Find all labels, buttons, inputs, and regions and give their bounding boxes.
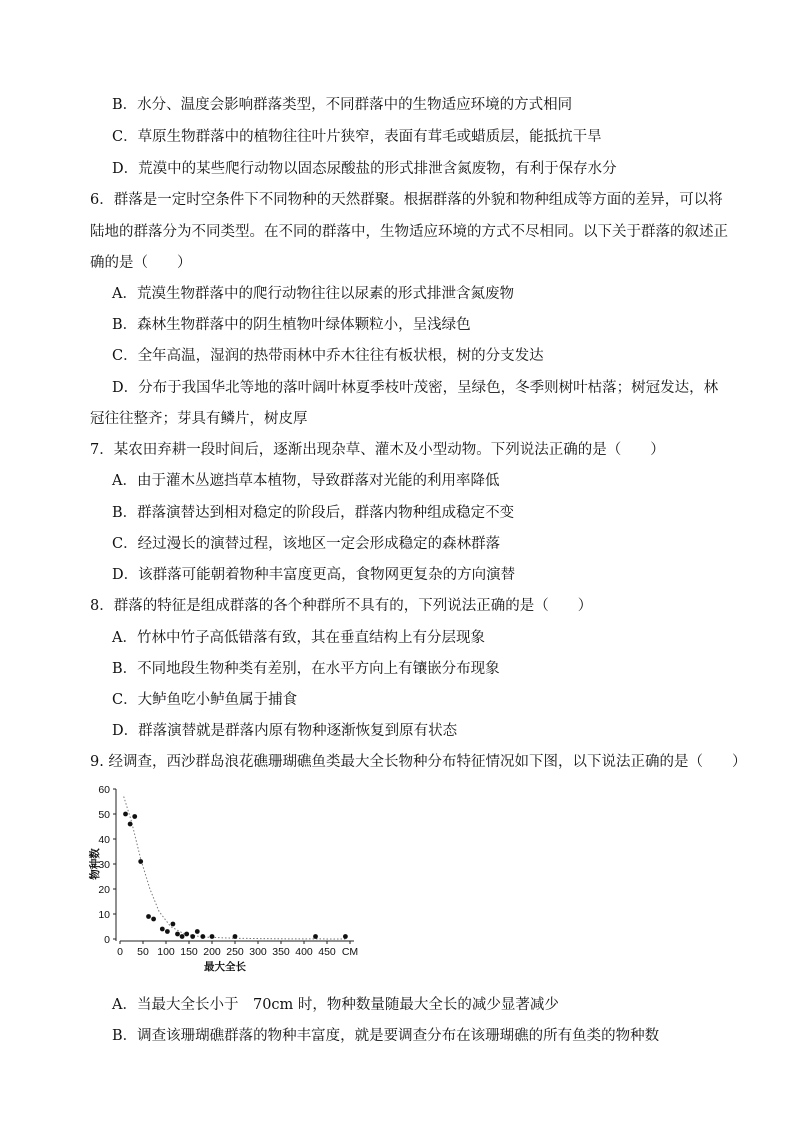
q9-option-b: B．调查该珊瑚礁群落的物种丰富度，就是要调查分布在该珊瑚礁的所有鱼类的物种数: [112, 1028, 660, 1044]
y-axis-title: 物种数: [89, 848, 101, 880]
q6-stem-line-2: 陆地的群落分为不同类型。在不同的群落中，生物适应环境的方式不尽相同。以下关于群落的叙述正: [90, 224, 728, 240]
data-point: [123, 812, 128, 817]
data-point: [233, 934, 238, 939]
q6-option-c: C．全年高温，湿润的热带雨林中乔木往往有板状根，树的分支发达: [112, 348, 544, 364]
y-tick-label: 60: [98, 784, 110, 796]
x-tick-label: 350: [272, 946, 290, 958]
y-tick-label: 10: [98, 909, 110, 921]
x-tick-label: 50: [137, 946, 149, 958]
chart-trend: [124, 797, 346, 940]
q9-stem: 9. 经调查，西沙群岛浪花礁珊瑚礁鱼类最大全长物种分布特征情况如下图，以下说法正确的是（ ）: [90, 754, 747, 770]
data-point: [165, 929, 170, 934]
x-axis-title: 最大全长: [204, 961, 246, 973]
q6-stem-line-1: 6．群落是一定时空条件下不同物种的天然群聚。根据群落的外貌和物种组成等方面的差异，可以将: [90, 192, 723, 208]
x-tick-label: 200: [203, 946, 221, 958]
data-point: [200, 934, 205, 939]
x-tick-label: 300: [249, 946, 267, 958]
q5-option-b: B．水分、温度会影响群落类型，不同群落中的生物适应环境的方式相同: [112, 97, 573, 113]
data-point: [313, 934, 318, 939]
q8-option-c: C．大鲈鱼吃小鲈鱼属于捕食: [112, 692, 298, 708]
x-tick-label: CM: [341, 946, 359, 958]
q7-option-c: C．经过漫长的演替过程，该地区一定会形成稳定的森林群落: [112, 536, 501, 552]
x-tick-label: 250: [226, 946, 244, 958]
data-point: [128, 822, 133, 827]
chart-points: [123, 812, 348, 939]
x-tick-label: 150: [180, 946, 198, 958]
q6-option-b: B．森林生物群落中的阴生植物叶绿体颗粒小，呈浅绿色: [112, 317, 471, 333]
q5-option-c: C．草原生物群落中的植物往往叶片狭窄，表面有茸毛或蜡质层，能抵抗干旱: [112, 129, 602, 145]
q6-option-d-line-1: D．分布于我国华北等地的落叶阔叶林夏季枝叶茂密，呈绿色，冬季则树叶枯落；树冠发达，林: [112, 380, 719, 396]
data-point: [184, 932, 189, 937]
data-point: [175, 932, 180, 937]
data-point: [190, 934, 195, 939]
x-tick-label: 100: [157, 946, 175, 958]
data-point: [180, 934, 185, 939]
x-tick-label: 450: [318, 946, 336, 958]
data-point: [210, 934, 215, 939]
q9-option-a: A．当最大全长小于 70cm 时，物种数量随最大全长的减少显著减少: [112, 997, 559, 1013]
q7-stem: 7．某农田弃耕一段时间后，逐渐出现杂草、灌木及小型动物。下列说法正确的是（ ）: [90, 442, 665, 458]
q6-stem-line-3: 确的是（ ）: [90, 255, 192, 271]
chart-axes: [113, 789, 354, 944]
data-point: [151, 917, 156, 922]
fish-species-chart: [84, 776, 384, 982]
y-tick-label: 0: [104, 934, 110, 946]
q6-option-d-line-2: 冠往往整齐；芽具有鳞片，树皮厚: [90, 411, 308, 427]
y-tick-label: 20: [98, 884, 110, 896]
data-point: [132, 814, 137, 819]
q8-option-a: A．竹林中竹子高低错落有致，其在垂直结构上有分层现象: [112, 630, 485, 646]
q8-option-d: D．群落演替就是群落内原有物种逐渐恢复到原有状态: [112, 723, 458, 739]
q8-stem: 8．群落的特征是组成群落的各个种群所不具有的，下列说法正确的是（ ）: [90, 598, 593, 614]
data-point: [160, 927, 165, 932]
x-tick-label: 0: [117, 946, 123, 958]
x-tick-label: 400: [295, 946, 313, 958]
data-point: [146, 914, 151, 919]
q7-option-a: A．由于灌木丛遮挡草本植物，导致群落对光能的利用率降低: [112, 473, 500, 489]
data-point: [343, 934, 348, 939]
y-tick-label: 40: [98, 834, 110, 846]
q5-option-d: D．荒漠中的某些爬行动物以固态尿酸盐的形式排泄含氮废物，有利于保存水分: [112, 161, 617, 177]
trend-curve: [124, 797, 346, 940]
q6-option-a: A．荒漠生物群落中的爬行动物往往以尿素的形式排泄含氮废物: [112, 286, 514, 302]
y-tick-label: 30: [98, 859, 110, 871]
data-point: [138, 859, 143, 864]
y-tick-label: 50: [98, 809, 110, 821]
q7-option-b: B．群落演替达到相对稳定的阶段后，群落内物种组成稳定不变: [112, 505, 515, 521]
data-point: [171, 922, 176, 927]
data-point: [195, 929, 200, 934]
q8-option-b: B．不同地段生物种类有差别，在水平方向上有镶嵌分布现象: [112, 661, 500, 677]
q7-option-d: D．该群落可能朝着物种丰富度更高，食物网更复杂的方向演替: [112, 567, 516, 583]
chart-labels: [88, 784, 358, 973]
